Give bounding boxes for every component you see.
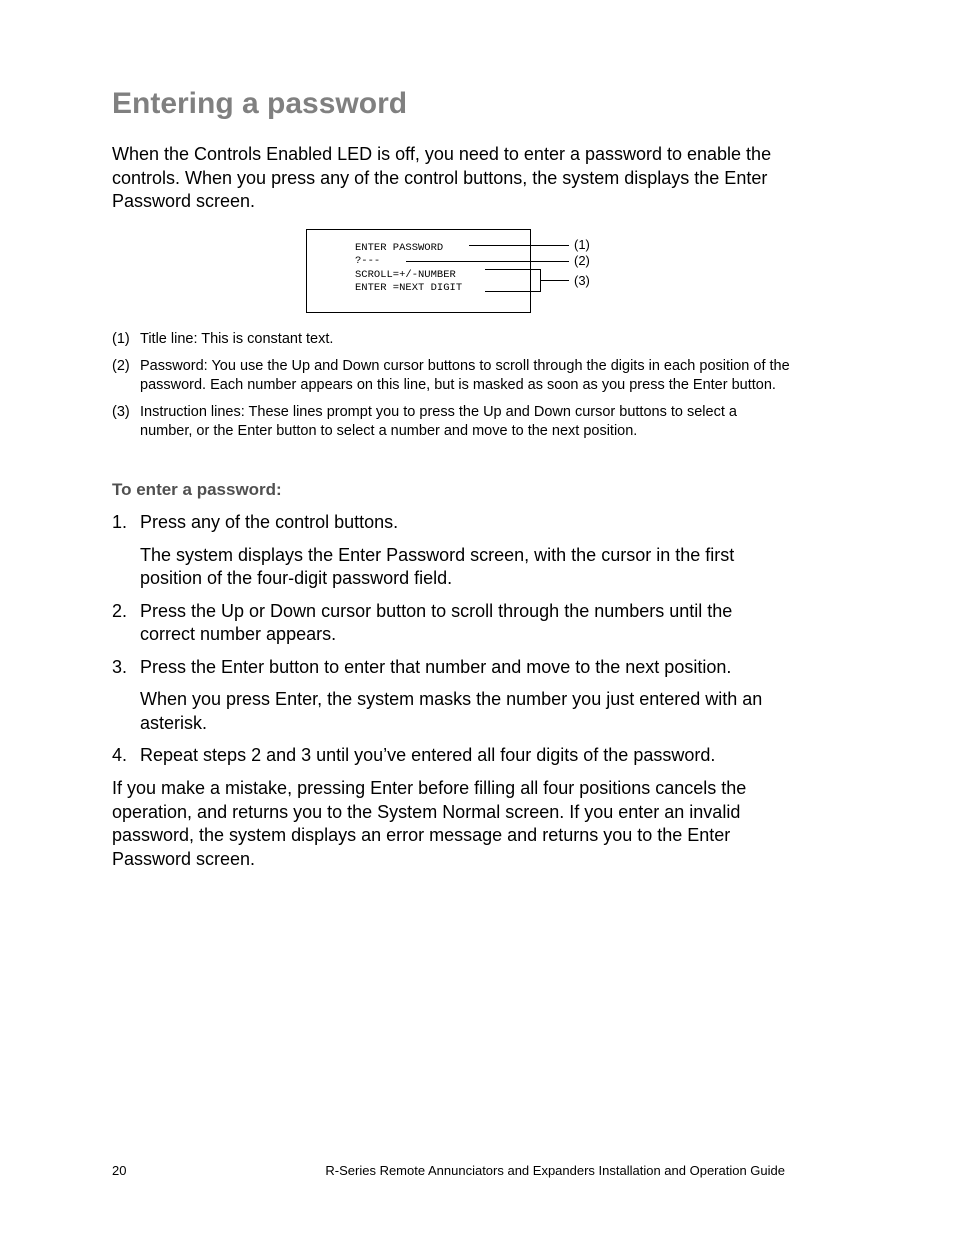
- lcd-line-3: SCROLL=+/-NUMBER: [355, 269, 456, 281]
- lcd-line-1: ENTER PASSWORD: [355, 242, 444, 254]
- callout-1: (1): [574, 237, 590, 252]
- page-title: Entering a password: [112, 87, 408, 120]
- lcd-line-4: ENTER =NEXT DIGIT: [355, 282, 463, 294]
- step-number: 4.: [112, 745, 128, 765]
- step-item: [112, 744, 792, 768]
- footer-document-title: R-Series Remote Annunciators and Expanders Installation and Operation Guide: [325, 1163, 785, 1178]
- procedure-heading: To enter a password:: [112, 480, 282, 499]
- bracket-3: [485, 270, 541, 292]
- step-item: [112, 656, 792, 680]
- intro-paragraph: When the Controls Enabled LED is off, you need to enter a password to enable the controls. When you press any of the control buttons, the system displays the Enter Password screen.: [112, 144, 772, 211]
- callout-2: (2): [574, 253, 590, 268]
- step-number: 3.: [112, 656, 128, 677]
- legend-number: (3): [112, 404, 130, 420]
- lcd-line-2: ?---: [355, 255, 381, 267]
- legend-item: [112, 357, 792, 395]
- closing-paragraph: If you make a mistake, pressing Enter before filling all four positions cancels the operation, and returns you to the System Normal screen. If you enter an invalid password, the system displays an error message and returns you to the Enter Password screen.: [112, 778, 747, 869]
- legend-number: (1): [112, 331, 130, 347]
- step-text: Press any of the control buttons.: [140, 512, 399, 532]
- step-item: [112, 600, 792, 647]
- step-text: Press the Up or Down cursor button to scroll through the numbers until the correct number appears.: [140, 600, 733, 644]
- step-continuation: The system displays the Enter Password screen, with the cursor in the first position of the four-digit password field.: [140, 544, 735, 588]
- procedure-steps: [112, 511, 792, 777]
- callout-legend: [112, 330, 792, 449]
- footer-page-number: 20: [112, 1163, 127, 1178]
- legend-text: Title line: This is constant text.: [140, 331, 334, 347]
- legend-item: [112, 403, 792, 441]
- legend-number: (2): [112, 358, 130, 374]
- step-number: 2.: [112, 600, 128, 621]
- legend-item: [112, 330, 792, 349]
- legend-text: Instruction lines: These lines prompt you to press the Up and Down cursor buttons to select a number, or the Enter button to select a number and move to the next position.: [140, 404, 737, 439]
- step-item: [112, 511, 792, 535]
- lcd-screen-frame: [307, 230, 531, 313]
- step-continuation: When you press Enter, the system masks the number you just entered with an asterisk.: [140, 689, 763, 733]
- step-text: Press the Enter button to enter that number and move to the next position.: [140, 656, 732, 677]
- callout-3: (3): [574, 273, 590, 288]
- step-number: 1.: [112, 512, 128, 532]
- legend-text: Password: You use the Up and Down cursor buttons to scroll through the digits in each position of the password. Each number appears on this line, but is masked as soon as you press the Enter button.: [140, 358, 790, 393]
- step-text: Repeat steps 2 and 3 until you’ve entered all four digits of the password.: [140, 745, 716, 765]
